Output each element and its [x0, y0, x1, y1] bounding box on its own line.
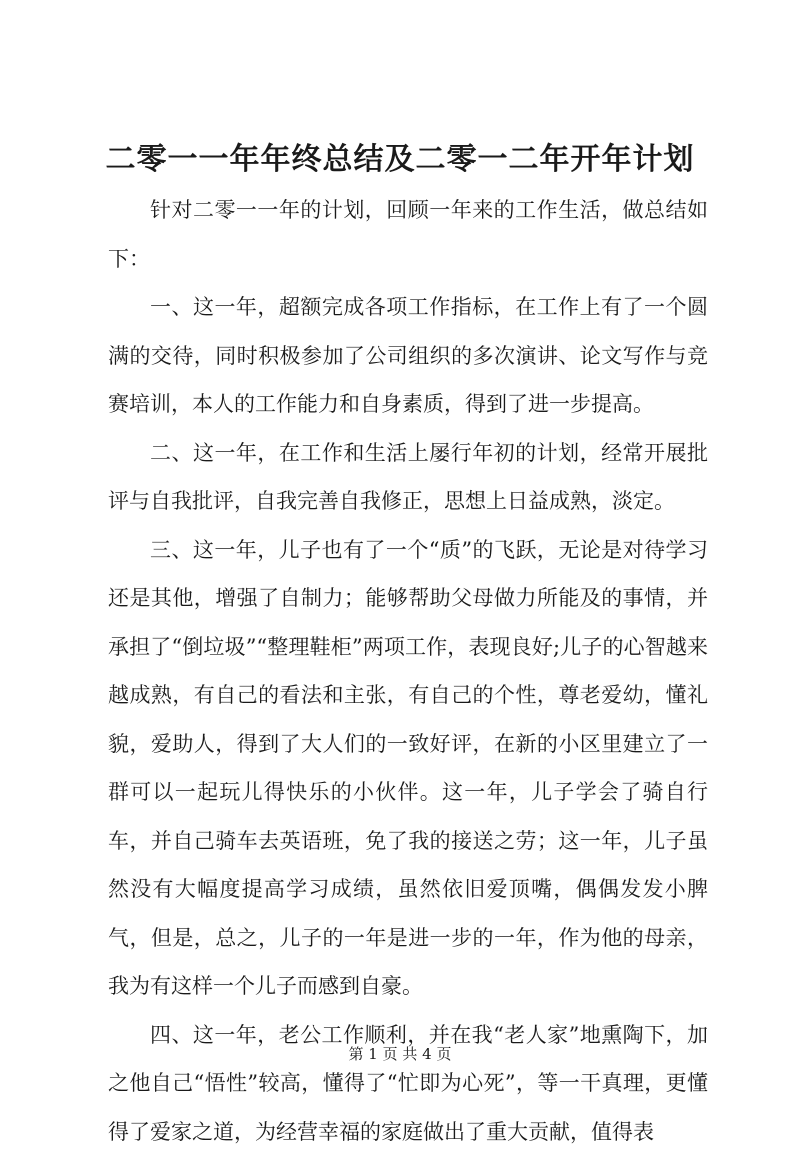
paragraph-three: 三、这一年，儿子也有了一个“质”的飞跃，无论是对待学习还是其他，增强了自制力；能够帮助父母做力所能及的事情，并承担了“倒垃圾”“整理鞋柜”两项工作，表现良好;儿子的心智越来越成熟，有自己的看法和主张，有自己的个性，尊老爱幼，懂礼貌，爱助人，得到了大人们的一致好评，在新的小区里建立了一群可以一起玩儿得快乐的小伙伴。这一年，儿子学会了骑自行车，并自己骑车去英语班，免了我的接送之劳；这一年，儿子虽然没有大幅度提高学习成绩，虽然依旧爱顶嘴，偶偶发发小脾气，但是，总之，儿子的一年是进一步的一年，作为他的母亲，我为有这样一个儿子而感到自豪。: [108, 526, 708, 1011]
paragraph-one: 一、这一年，超额完成各项工作指标，在工作上有了一个圆满的交待，同时积极参加了公司组织的多次演讲、论文写作与竞赛培训，本人的工作能力和自身素质，得到了进一步提高。: [108, 283, 708, 429]
page-number-footer: 第 1 页 共 4 页: [0, 1044, 800, 1064]
document-body: [108, 186, 708, 1156]
document-title: 二零一一年年终总结及二零一二年开年计划: [0, 140, 800, 180]
paragraph-intro: 针对二零一一年的计划，回顾一年来的工作生活，做总结如下：: [108, 186, 708, 283]
paragraph-four: 四、这一年，老公工作顺利，并在我“老人家”地熏陶下，加之他自己“悟性”较高，懂得了“忙即为心死”，等一干真理，更懂得了爱家之道，为经营幸福的家庭做出了重大贡献，值得表: [108, 1011, 708, 1156]
paragraph-two: 二、这一年，在工作和生活上屡行年初的计划，经常开展批评与自我批评，自我完善自我修正，思想上日益成熟，淡定。: [108, 429, 708, 526]
